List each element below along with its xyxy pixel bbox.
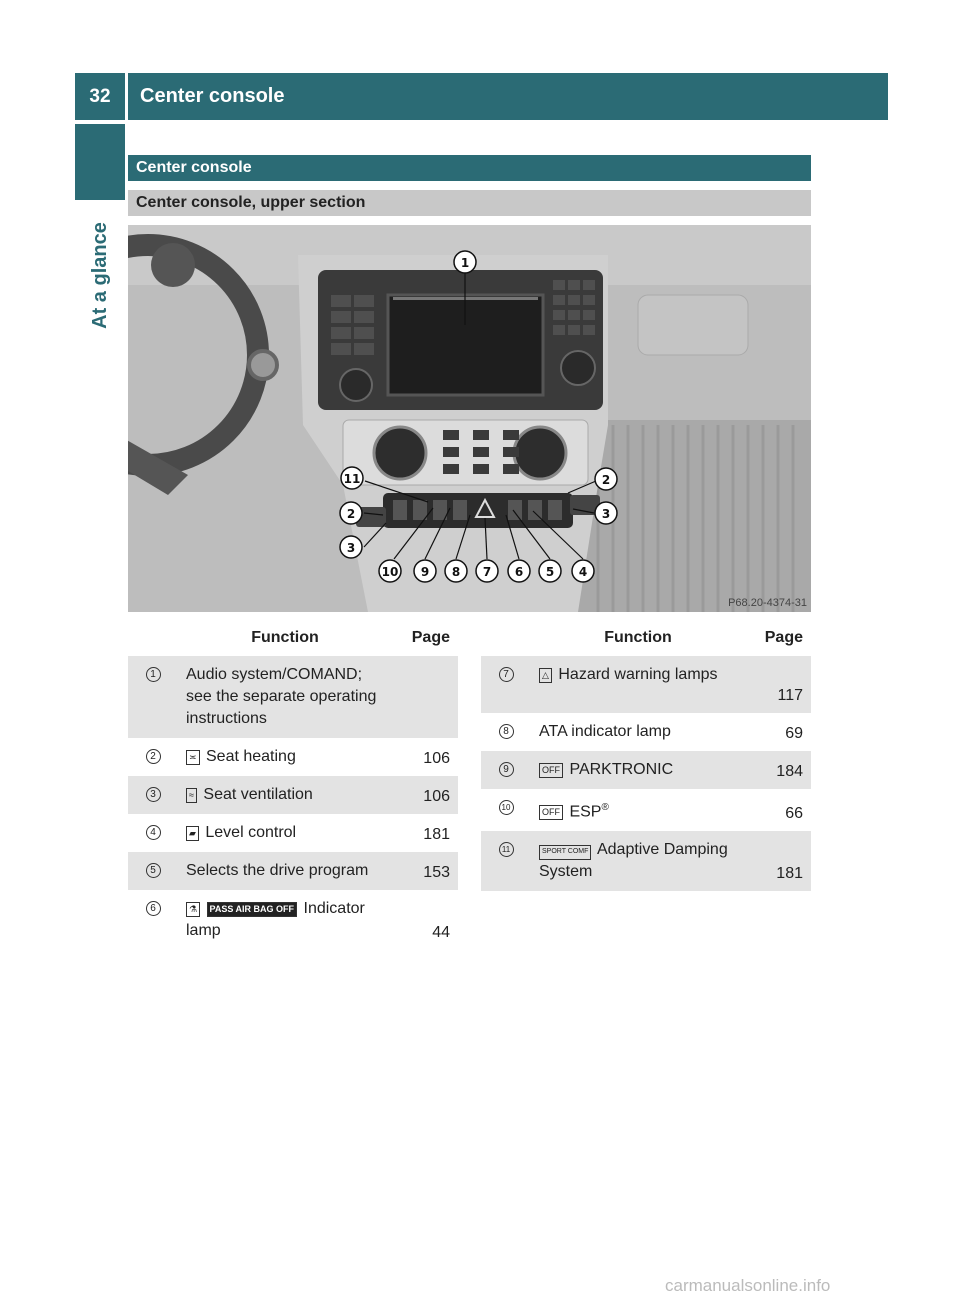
table-row bbox=[128, 814, 458, 852]
page-ref: 106 bbox=[392, 738, 458, 776]
item-number: 1 bbox=[146, 667, 161, 682]
item-number: 6 bbox=[146, 901, 161, 916]
function-text: Hazard warning lamps bbox=[558, 666, 718, 683]
item-number: 11 bbox=[499, 842, 514, 857]
callout-1: 1 bbox=[460, 256, 470, 270]
function-cell bbox=[531, 831, 745, 891]
table-row bbox=[481, 713, 811, 751]
callout-8: 8 bbox=[451, 565, 461, 579]
item-number: 3 bbox=[146, 787, 161, 802]
airbag-off-icon: PASS AIR BAG OFF bbox=[207, 902, 298, 917]
function-table-right bbox=[481, 620, 811, 891]
head-unit bbox=[318, 270, 603, 410]
function-text: ATA indicator lamp bbox=[531, 713, 745, 751]
table-row bbox=[481, 656, 811, 713]
function-text: Seat ventilation bbox=[203, 786, 313, 803]
table-row bbox=[481, 751, 811, 789]
footer-watermark: carmanualsonline.info bbox=[665, 1276, 831, 1295]
function-text: Adaptive Damping System bbox=[539, 841, 728, 881]
section-subtitle: Center console, upper section bbox=[128, 190, 811, 216]
callout-7: 7 bbox=[482, 565, 492, 579]
function-text: Seat heating bbox=[206, 748, 296, 765]
callout-9: 9 bbox=[420, 565, 430, 579]
page-ref: 184 bbox=[745, 751, 811, 789]
page-number: 32 bbox=[75, 73, 125, 120]
switch-panel bbox=[356, 493, 600, 528]
callout-3-right: 3 bbox=[601, 507, 611, 521]
callout-11: 11 bbox=[343, 472, 361, 486]
registered-mark: ® bbox=[601, 802, 609, 813]
function-cell bbox=[178, 738, 392, 776]
function-text: Indicator lamp bbox=[186, 900, 365, 939]
header-function: Function bbox=[604, 629, 672, 646]
table-row bbox=[128, 656, 458, 738]
callout-5: 5 bbox=[545, 565, 555, 579]
center-console-illustration bbox=[128, 225, 811, 612]
function-text: Selects the drive program bbox=[178, 852, 392, 890]
item-number: 9 bbox=[499, 762, 514, 777]
hazard-warning-icon: △ bbox=[539, 668, 552, 683]
side-tab-label: At a glance bbox=[88, 221, 111, 329]
item-number: 10 bbox=[499, 800, 514, 815]
table-header-row bbox=[128, 620, 458, 656]
page-ref: 181 bbox=[392, 814, 458, 852]
glove-box bbox=[638, 295, 748, 355]
function-text: Level control bbox=[205, 824, 297, 841]
function-cell bbox=[531, 751, 745, 789]
section-title: Center console bbox=[128, 155, 811, 181]
parktronic-off-icon: OFF bbox=[539, 763, 563, 778]
page-ref: 69 bbox=[745, 713, 811, 751]
passenger-airbag-icon: ⚗ bbox=[186, 902, 200, 917]
table-row bbox=[128, 852, 458, 890]
item-number: 7 bbox=[499, 667, 514, 682]
center-console-photo bbox=[128, 225, 811, 612]
function-text: PARKTRONIC bbox=[569, 761, 674, 778]
table-row bbox=[128, 738, 458, 776]
page-ref: 117 bbox=[745, 656, 811, 713]
side-tab bbox=[80, 210, 120, 340]
function-table-left bbox=[128, 620, 458, 950]
page-ref: 181 bbox=[745, 831, 811, 891]
damping-icon: SPORT COMF bbox=[539, 845, 591, 860]
function-cell bbox=[531, 789, 745, 831]
item-number: 8 bbox=[499, 724, 514, 739]
seat-ventilation-icon: ≈ bbox=[186, 788, 197, 803]
function-cell bbox=[178, 814, 392, 852]
callout-4: 4 bbox=[578, 565, 588, 579]
function-cell bbox=[178, 776, 392, 814]
function-cell bbox=[178, 890, 392, 950]
header-function: Function bbox=[251, 629, 319, 646]
callout-6: 6 bbox=[514, 565, 524, 579]
item-number: 5 bbox=[146, 863, 161, 878]
seat-heating-icon: ≍ bbox=[186, 750, 200, 765]
header-page: Page bbox=[764, 629, 803, 646]
item-number: 2 bbox=[146, 749, 161, 764]
page-ref bbox=[392, 656, 458, 738]
page-ref: 106 bbox=[392, 776, 458, 814]
climate-panel bbox=[343, 420, 588, 485]
callout-2-left: 2 bbox=[346, 507, 356, 521]
page-ref: 153 bbox=[392, 852, 458, 890]
chapter-title: Center console bbox=[128, 73, 888, 120]
callout-10: 10 bbox=[381, 565, 399, 579]
table-row bbox=[128, 890, 458, 950]
item-number: 4 bbox=[146, 825, 161, 840]
page-ref: 66 bbox=[745, 789, 811, 831]
page-ref: 44 bbox=[392, 890, 458, 950]
header-number bbox=[481, 620, 531, 656]
function-text: ESP bbox=[569, 803, 602, 821]
esp-off-icon: OFF bbox=[539, 805, 563, 820]
function-text: Audio system/COMAND; see the separate operating instructions bbox=[178, 656, 392, 738]
table-row bbox=[128, 776, 458, 814]
side-tab-marker bbox=[75, 124, 125, 200]
level-control-icon: ▰ bbox=[186, 826, 199, 841]
callout-2-right: 2 bbox=[601, 473, 611, 487]
table-row bbox=[481, 831, 811, 891]
table-row bbox=[481, 789, 811, 831]
header-page: Page bbox=[411, 629, 450, 646]
header-number bbox=[128, 620, 178, 656]
callout-3-left: 3 bbox=[346, 541, 356, 555]
table-header-row bbox=[481, 620, 811, 656]
function-cell bbox=[531, 656, 745, 713]
photo-code: P68.20-4374-31 bbox=[728, 597, 807, 609]
